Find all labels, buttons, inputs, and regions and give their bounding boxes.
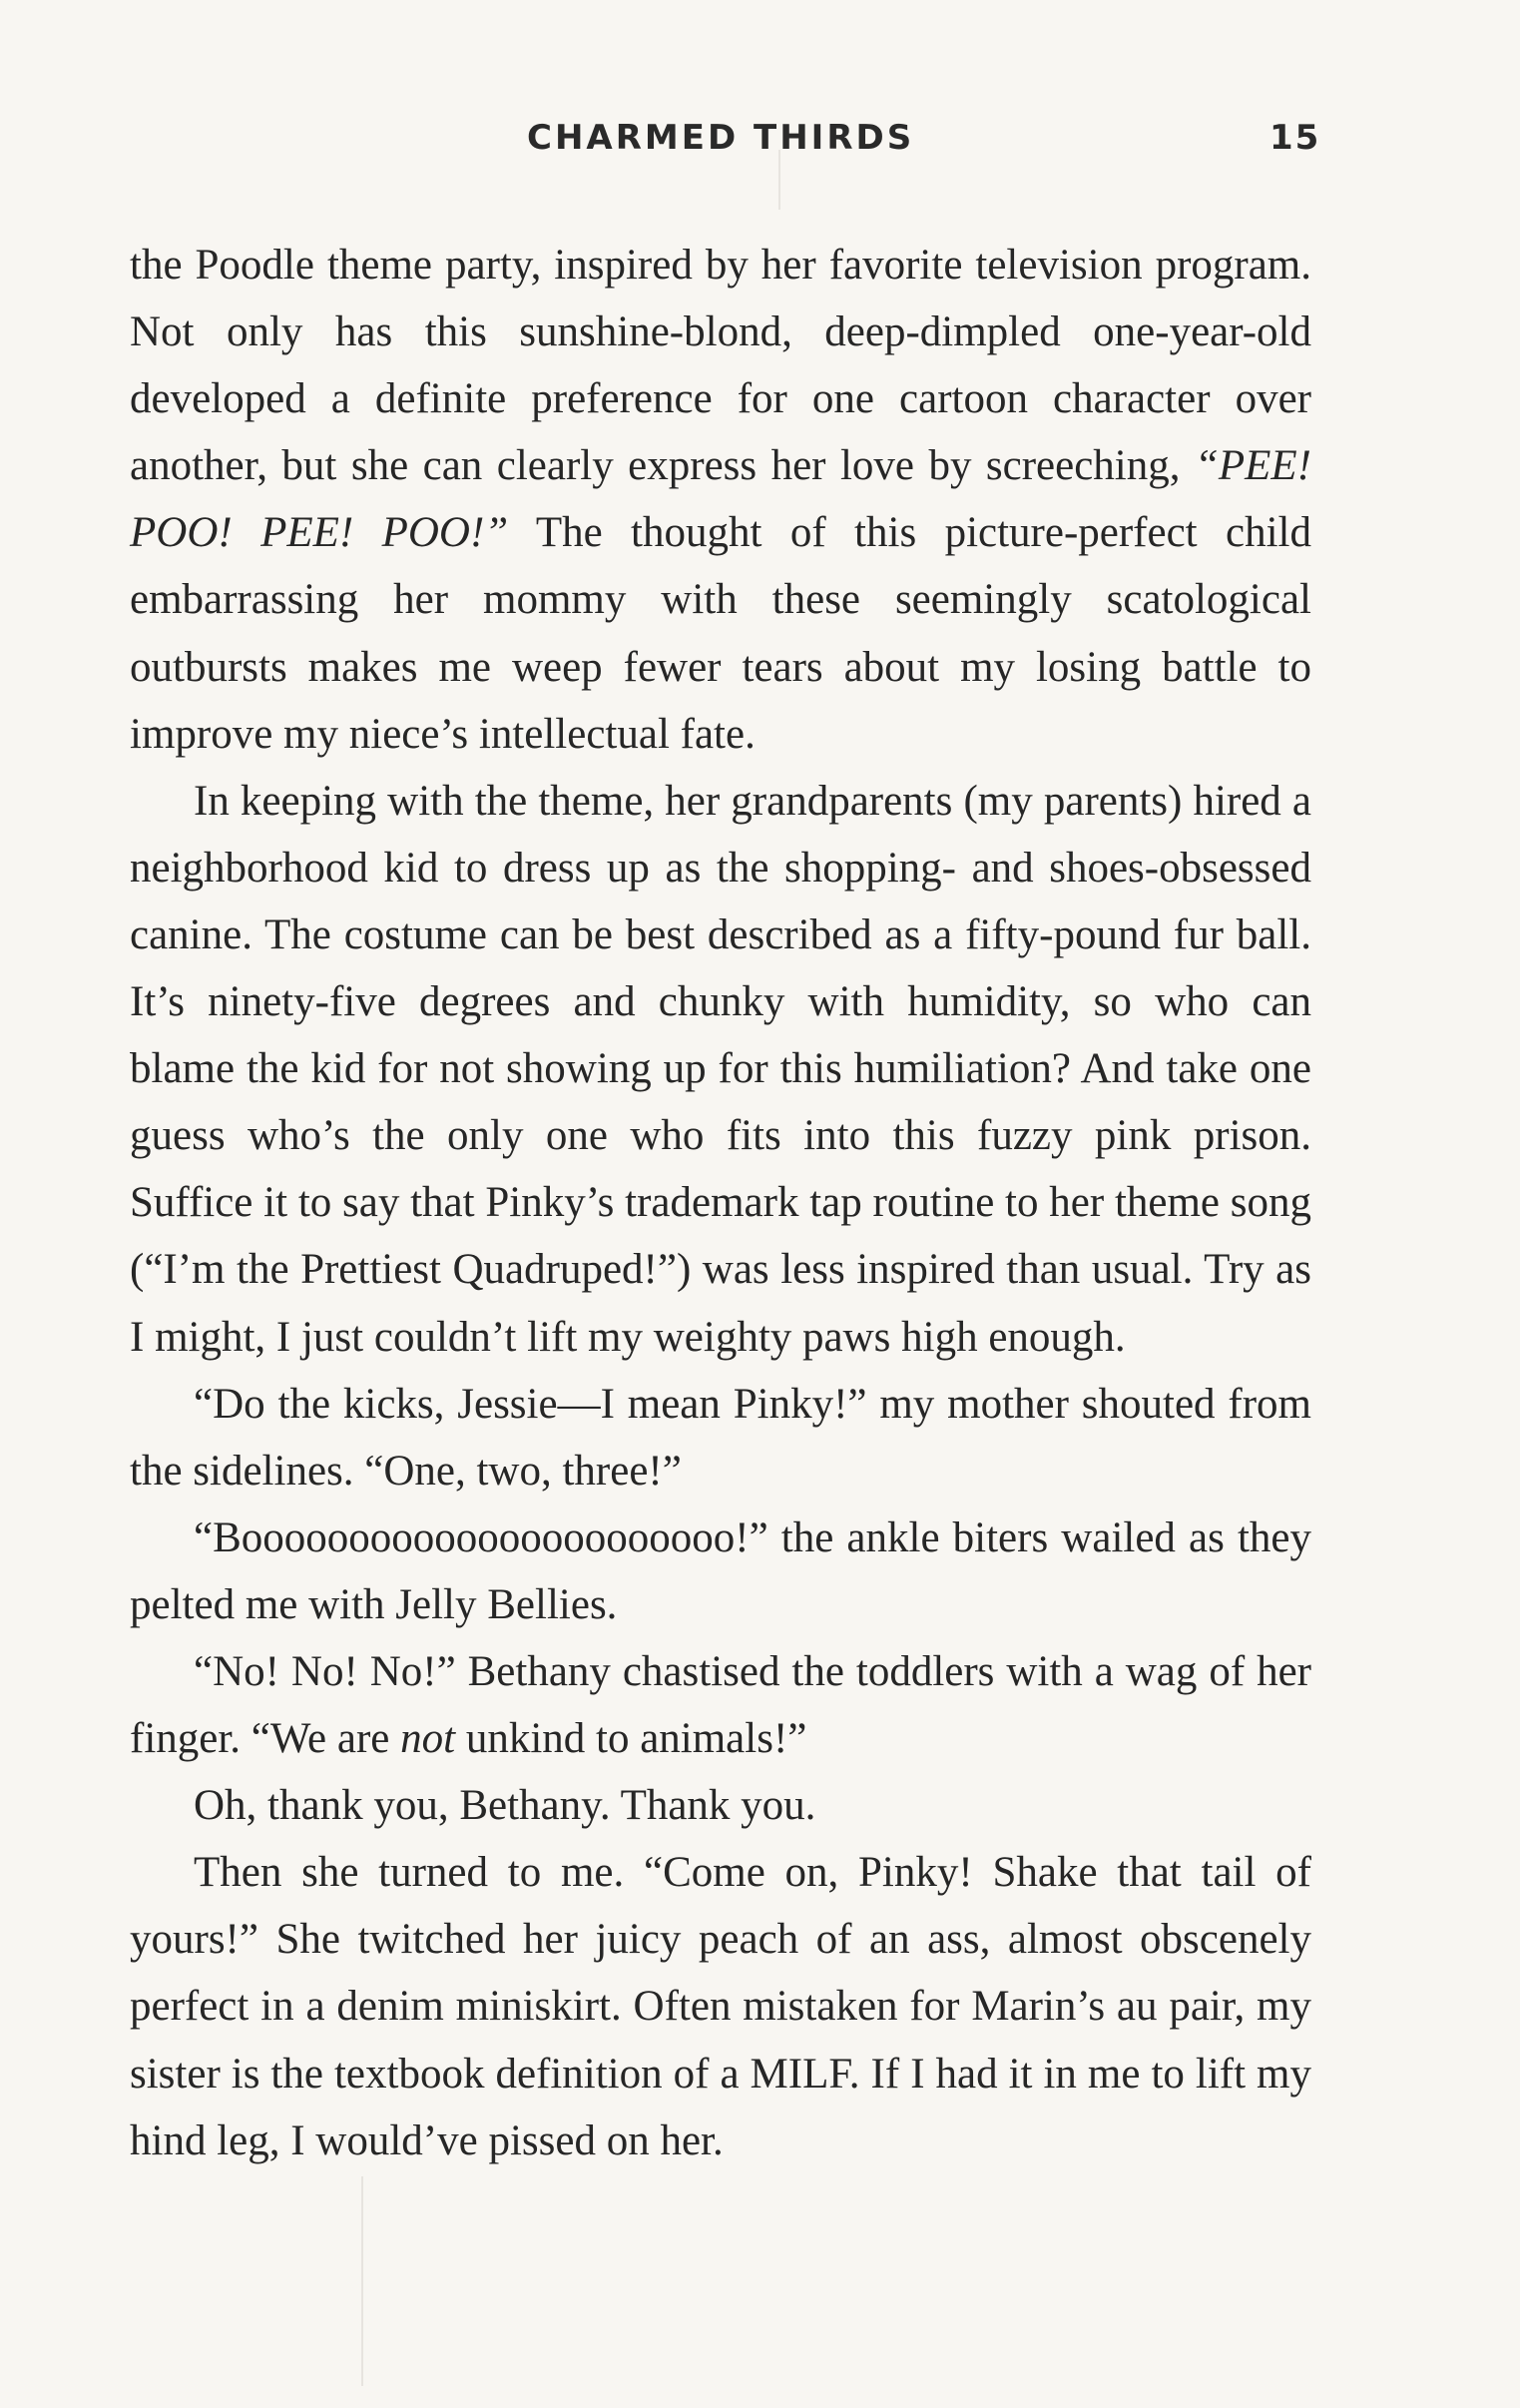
paragraph [130, 232, 1311, 768]
text-run: the Poodle theme party, inspired by her favorite television program. Not only has this sunshine-blond, deep-dimpled one-year-old developed a definite preference for one cartoon character over another, but she can clearly express her love by screeching, [130, 242, 1311, 490]
running-head-title: CHARMED THIRDS [527, 118, 915, 158]
text-run: “No! No! No!” Bethany chastised the toddlers with a wag of her finger. “We are [130, 1647, 1311, 1763]
paragraph [130, 768, 1311, 1371]
text-run: In keeping with the theme, her grandparents (my parents) hired a neighborhood kid to dress up as the shopping- and shoes-obsessed canine. The costume can be best described as a fifty-pound fur ball. It’s ninety-five degrees and chunky with humidity, so who can blame the kid for not showing up for this humiliation? And take one guess who’s the only one who fits into this fuzzy pink prison. Suffice it to say that Pinky’s trademark tap routine to her theme song (“I’m the Prettiest Quadruped!”) was less inspired than usual. Try as I might, I just couldn’t lift my weighty paws high enough. [130, 777, 1311, 1361]
paragraph [130, 1772, 1311, 1839]
text-run: unkind to animals!” [455, 1715, 807, 1763]
paragraph [130, 1638, 1311, 1772]
scan-shadow-mark [361, 2176, 363, 2386]
text-run: “Do the kicks, Jessie—I mean Pinky!” my mother shouted from the sidelines. “One, two, three!” [130, 1380, 1311, 1495]
text-run: Then she turned to me. “Come on, Pinky! Shake that tail of yours!” She twitched her juicy peach of an ass, almost obscenely perfect in a denim miniskirt. Often mistaken for Marin’s au pair, my sister is the textbook definition of a MILF. If I had it in me to lift my hind leg, I would’ve pissed on her. [130, 1849, 1311, 2164]
paragraph [130, 1505, 1311, 1638]
paragraph [130, 1371, 1311, 1505]
running-head [0, 118, 1520, 168]
text-run-italic: not [400, 1715, 456, 1763]
text-run: “Booooooooooooooooooooooo!” the ankle biters wailed as they pelted me with Jelly Bellies. [130, 1513, 1311, 1628]
paragraph [130, 1839, 1311, 2173]
text-run: The thought of this picture-perfect child embarrassing her mommy with these seemingly scatological outbursts makes me weep fewer tears about my losing battle to improve my niece’s intellectual fate. [130, 509, 1311, 758]
text-run-italic: “PEE! POO! PEE! POO!” [130, 442, 1311, 557]
text-run: Oh, thank you, Bethany. Thank you. [194, 1782, 816, 1830]
page-number: 15 [1269, 118, 1321, 158]
body-text [130, 232, 1311, 2174]
